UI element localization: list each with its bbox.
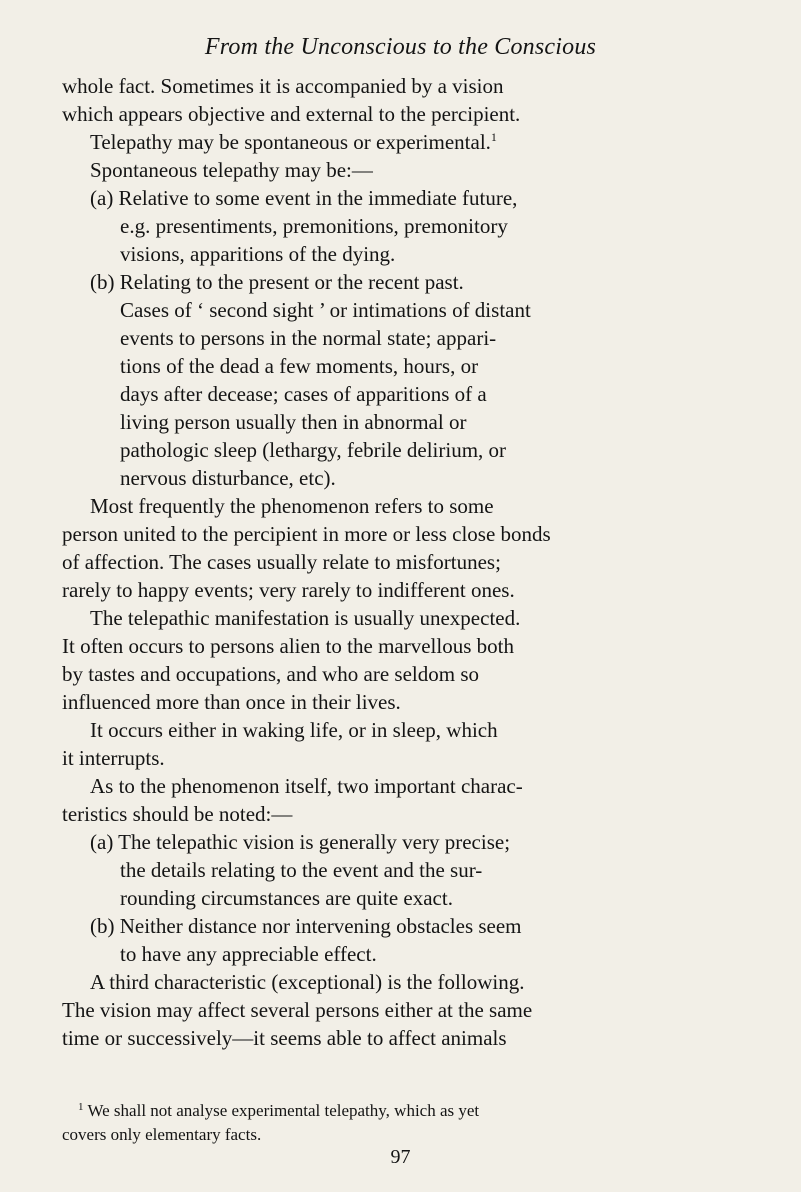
footnote-line: covers only elementary facts. — [62, 1125, 262, 1144]
text-line: Cases of ‘ second sight ’ or intimations of distant — [120, 298, 531, 322]
text-line: whole fact. Sometimes it is accompanied by a vision — [62, 74, 504, 98]
footnote-reference: 1 — [490, 130, 497, 144]
text-line: teristics should be noted:— — [62, 802, 293, 826]
text-line: pathologic sleep (lethargy, febrile delirium, or — [120, 438, 507, 462]
text-line: to have any appreciable effect. — [120, 942, 377, 966]
text-line: Spontaneous telepathy may be:— — [90, 158, 373, 182]
paragraph-start: The telepathic manifestation is usually unexpected. — [90, 606, 521, 630]
list-item-a: (a) The telepathic vision is generally very precise; — [90, 830, 511, 854]
running-head: From the Unconscious to the Conscious — [204, 34, 597, 60]
page-number: 97 — [390, 1146, 411, 1168]
text-line: the details relating to the event and the sur- — [120, 858, 483, 882]
body-text — [62, 72, 752, 1052]
list-item-b: (b) Neither distance nor intervening obstacles seem — [90, 914, 522, 938]
text-line: events to persons in the normal state; appari- — [120, 326, 497, 350]
list-item-b: (b) Relating to the present or the recent past. — [90, 270, 464, 294]
text-line: e.g. presentiments, premonitions, premonitory — [120, 214, 508, 238]
text-line: person united to the percipient in more or less close bonds — [62, 522, 551, 546]
footnote-line — [62, 1100, 752, 1124]
text-line: influenced more than once in their lives. — [62, 690, 401, 714]
paragraph-start: A third characteristic (exceptional) is the following. — [90, 970, 525, 994]
text-line: visions, apparitions of the dying. — [120, 242, 396, 266]
text-line: rarely to happy events; very rarely to indifferent ones. — [62, 578, 515, 602]
text-line: living person usually then in abnormal or — [120, 410, 467, 434]
text-line-with-footnote — [62, 128, 752, 156]
text-line: which appears objective and external to the percipient. — [62, 102, 521, 126]
text-line: tions of the dead a few moments, hours, or — [120, 354, 479, 378]
text-line: days after decease; cases of apparitions of a — [120, 382, 487, 406]
list-item-a: (a) Relative to some event in the immediate future, — [90, 186, 518, 210]
paragraph-start: Most frequently the phenomenon refers to some — [90, 494, 494, 518]
paragraph-start: It occurs either in waking life, or in sleep, which — [90, 718, 498, 742]
text-line-content: Telepathy may be spontaneous or experimental. — [90, 130, 491, 154]
text-line: The vision may affect several persons either at the same — [62, 998, 533, 1022]
paragraph-start: As to the phenomenon itself, two important charac- — [90, 774, 523, 798]
text-line: by tastes and occupations, and who are seldom so — [62, 662, 479, 686]
text-line: it interrupts. — [62, 746, 165, 770]
text-line: nervous disturbance, etc). — [120, 466, 336, 490]
footnote-marker: 1 — [78, 1101, 84, 1113]
text-line: It often occurs to persons alien to the marvellous both — [62, 634, 514, 658]
text-line: of affection. The cases usually relate to misfortunes; — [62, 550, 501, 574]
footnote-text: We shall not analyse experimental telepathy, which as yet — [87, 1101, 480, 1120]
text-line: rounding circumstances are quite exact. — [120, 886, 453, 910]
footnote — [62, 1100, 752, 1146]
text-line: time or successively—it seems able to affect animals — [62, 1026, 507, 1050]
